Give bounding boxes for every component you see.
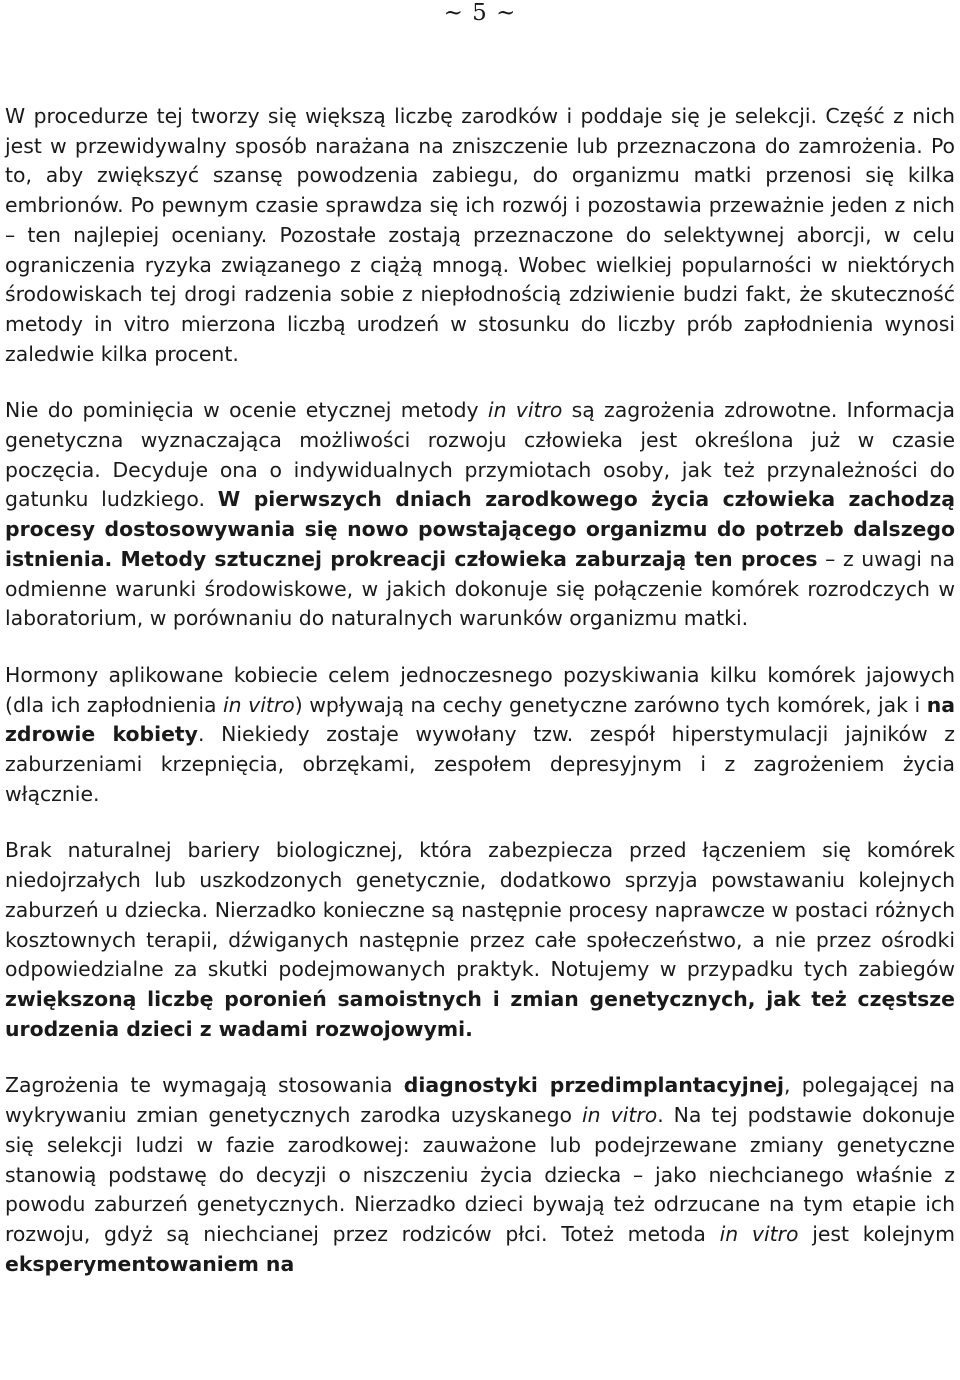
text-segment: Hormony aplikowane kobiecie celem jednoczesnego pozyskiwania kilku komórek jajowych (dla ich zapłodnienia [5,662,955,717]
document-body [5,102,955,1279]
text-segment: . Na tej podstawie dokonuje się selekcji ludzi w fazie zarodkowej: zauważone lub podejrzewane zmiany genetyczne stanowią podstawę do decyzji o niszczeniu życia dziecka – jako niechcianego właśnie z powodu zaburzeń genetycznych. Nierzadko dzieci bywają też odrzucane na tym etapie ich rozwoju, gdyż są niechcianej przez rodziców płci. Toteż metoda [5,1103,955,1246]
bold-segment: W pierwszych dniach zarodkowego życia człowieka zachodzą procesy dostosowywania się nowo powstającego organizmu do potrzeb dalszego istnienia. Metody sztucznej prokreacji człowieka zaburzają ten proces [5,487,955,571]
paragraph-2 [5,396,955,634]
italic-segment: in vitro [487,398,563,423]
paragraph-4 [5,836,955,1044]
text-segment: jest kolejnym [798,1221,956,1246]
text-segment: – z uwagi na odmienne warunki środowiskowe, w jakich dokonuje się połączenie komórek rozrodczych w laboratorium, w porównaniu do naturalnych warunków organizmu matki. [5,546,955,631]
paragraph-5 [5,1071,955,1279]
italic-segment: in vitro [719,1221,799,1246]
italic-segment: in vitro [582,1103,658,1128]
text-segment: Brak naturalnej bariery biologicznej, która zabezpiecza przed łączeniem się komórek niedojrzałych lub uszkodzonych genetycznie, dodatkowo sprzyja powstawaniu kolejnych zaburzeń u dziecka. Nierzadko konieczne są następnie procesy naprawcze w postaci różnych kosztownych terapii, dźwiganych następnie przez całe społeczeństwo, a nie przez ośrodki odpowiedzialne za skutki podejmowanych praktyk. Notujemy w przypadku tych zabiegów [5,838,955,982]
bold-segment: eksperymentowaniem na [5,1251,295,1276]
text-segment: , polegającej na wykrywaniu zmian genetycznych zarodka uzyskanego [5,1073,956,1128]
text-segment: Zagrożenia te wymagają stosowania [5,1073,404,1098]
text-segment: są zagrożenia zdrowotne. Informacja genetyczna wyznaczająca możliwości rozwoju człowieka jest określona już w czasie poczęcia. Decyduje ona o indywidualnych przymiotach osoby, jak też przynależności do gatunku ludzkiego. [5,398,956,512]
text-segment: ) wpływają na cechy genetyczne zarówno tych komórek, jak i [294,692,927,717]
bold-segment: diagnostyki przedimplantacyjnej [403,1073,785,1098]
bold-segment: zwiększoną liczbę poronień samoistnych i zmian genetycznych, jak też częstsze urodzenia dzieci z wadami rozwojowymi. [5,986,955,1041]
bold-segment: na zdrowie kobiety [5,692,955,747]
page-number: ~ 5 ~ [443,0,517,26]
text-segment: . Niekiedy zostaje wywołany tzw. zespół hiperstymulacji jajników z zaburzeniami krzepnięcia, obrzękami, zespołem depresyjnym i z zagrożeniem życia włącznie. [5,722,955,806]
text-segment: W procedurze tej tworzy się większą liczbę zarodków i poddaje się je selekcji. Część z nich jest w przewidywalny sposób narażana na zniszczenie lub przeznaczona do zamrożenia. Po to, aby zwiększyć szansę powodzenia zabiegu, do organizmu matki przenosi się kilka embrionów. Po pewnym czasie sprawdza się ich rozwój i pozostawia przeważnie jeden z nich – ten najlepiej oceniany. Pozostałe zostają przeznaczone do selektywnej aborcji, w celu ograniczenia ryzyka związanego z ciążą mnogą. Wobec wielkiej popularności w niektórych środowiskach tej drogi radzenia sobie z niepłodnością zdziwienie budzi fakt, że skuteczność metody in vitro mierzona liczbą urodzeń w stosunku do liczby prób zapłodnienia wynosi zaledwie kilka procent. [5,104,955,366]
paragraph-3 [5,661,955,810]
paragraph-1 [5,102,955,369]
text-segment: Nie do pominięcia w ocenie etycznej metody [5,398,488,423]
italic-segment: in vitro [223,692,295,717]
